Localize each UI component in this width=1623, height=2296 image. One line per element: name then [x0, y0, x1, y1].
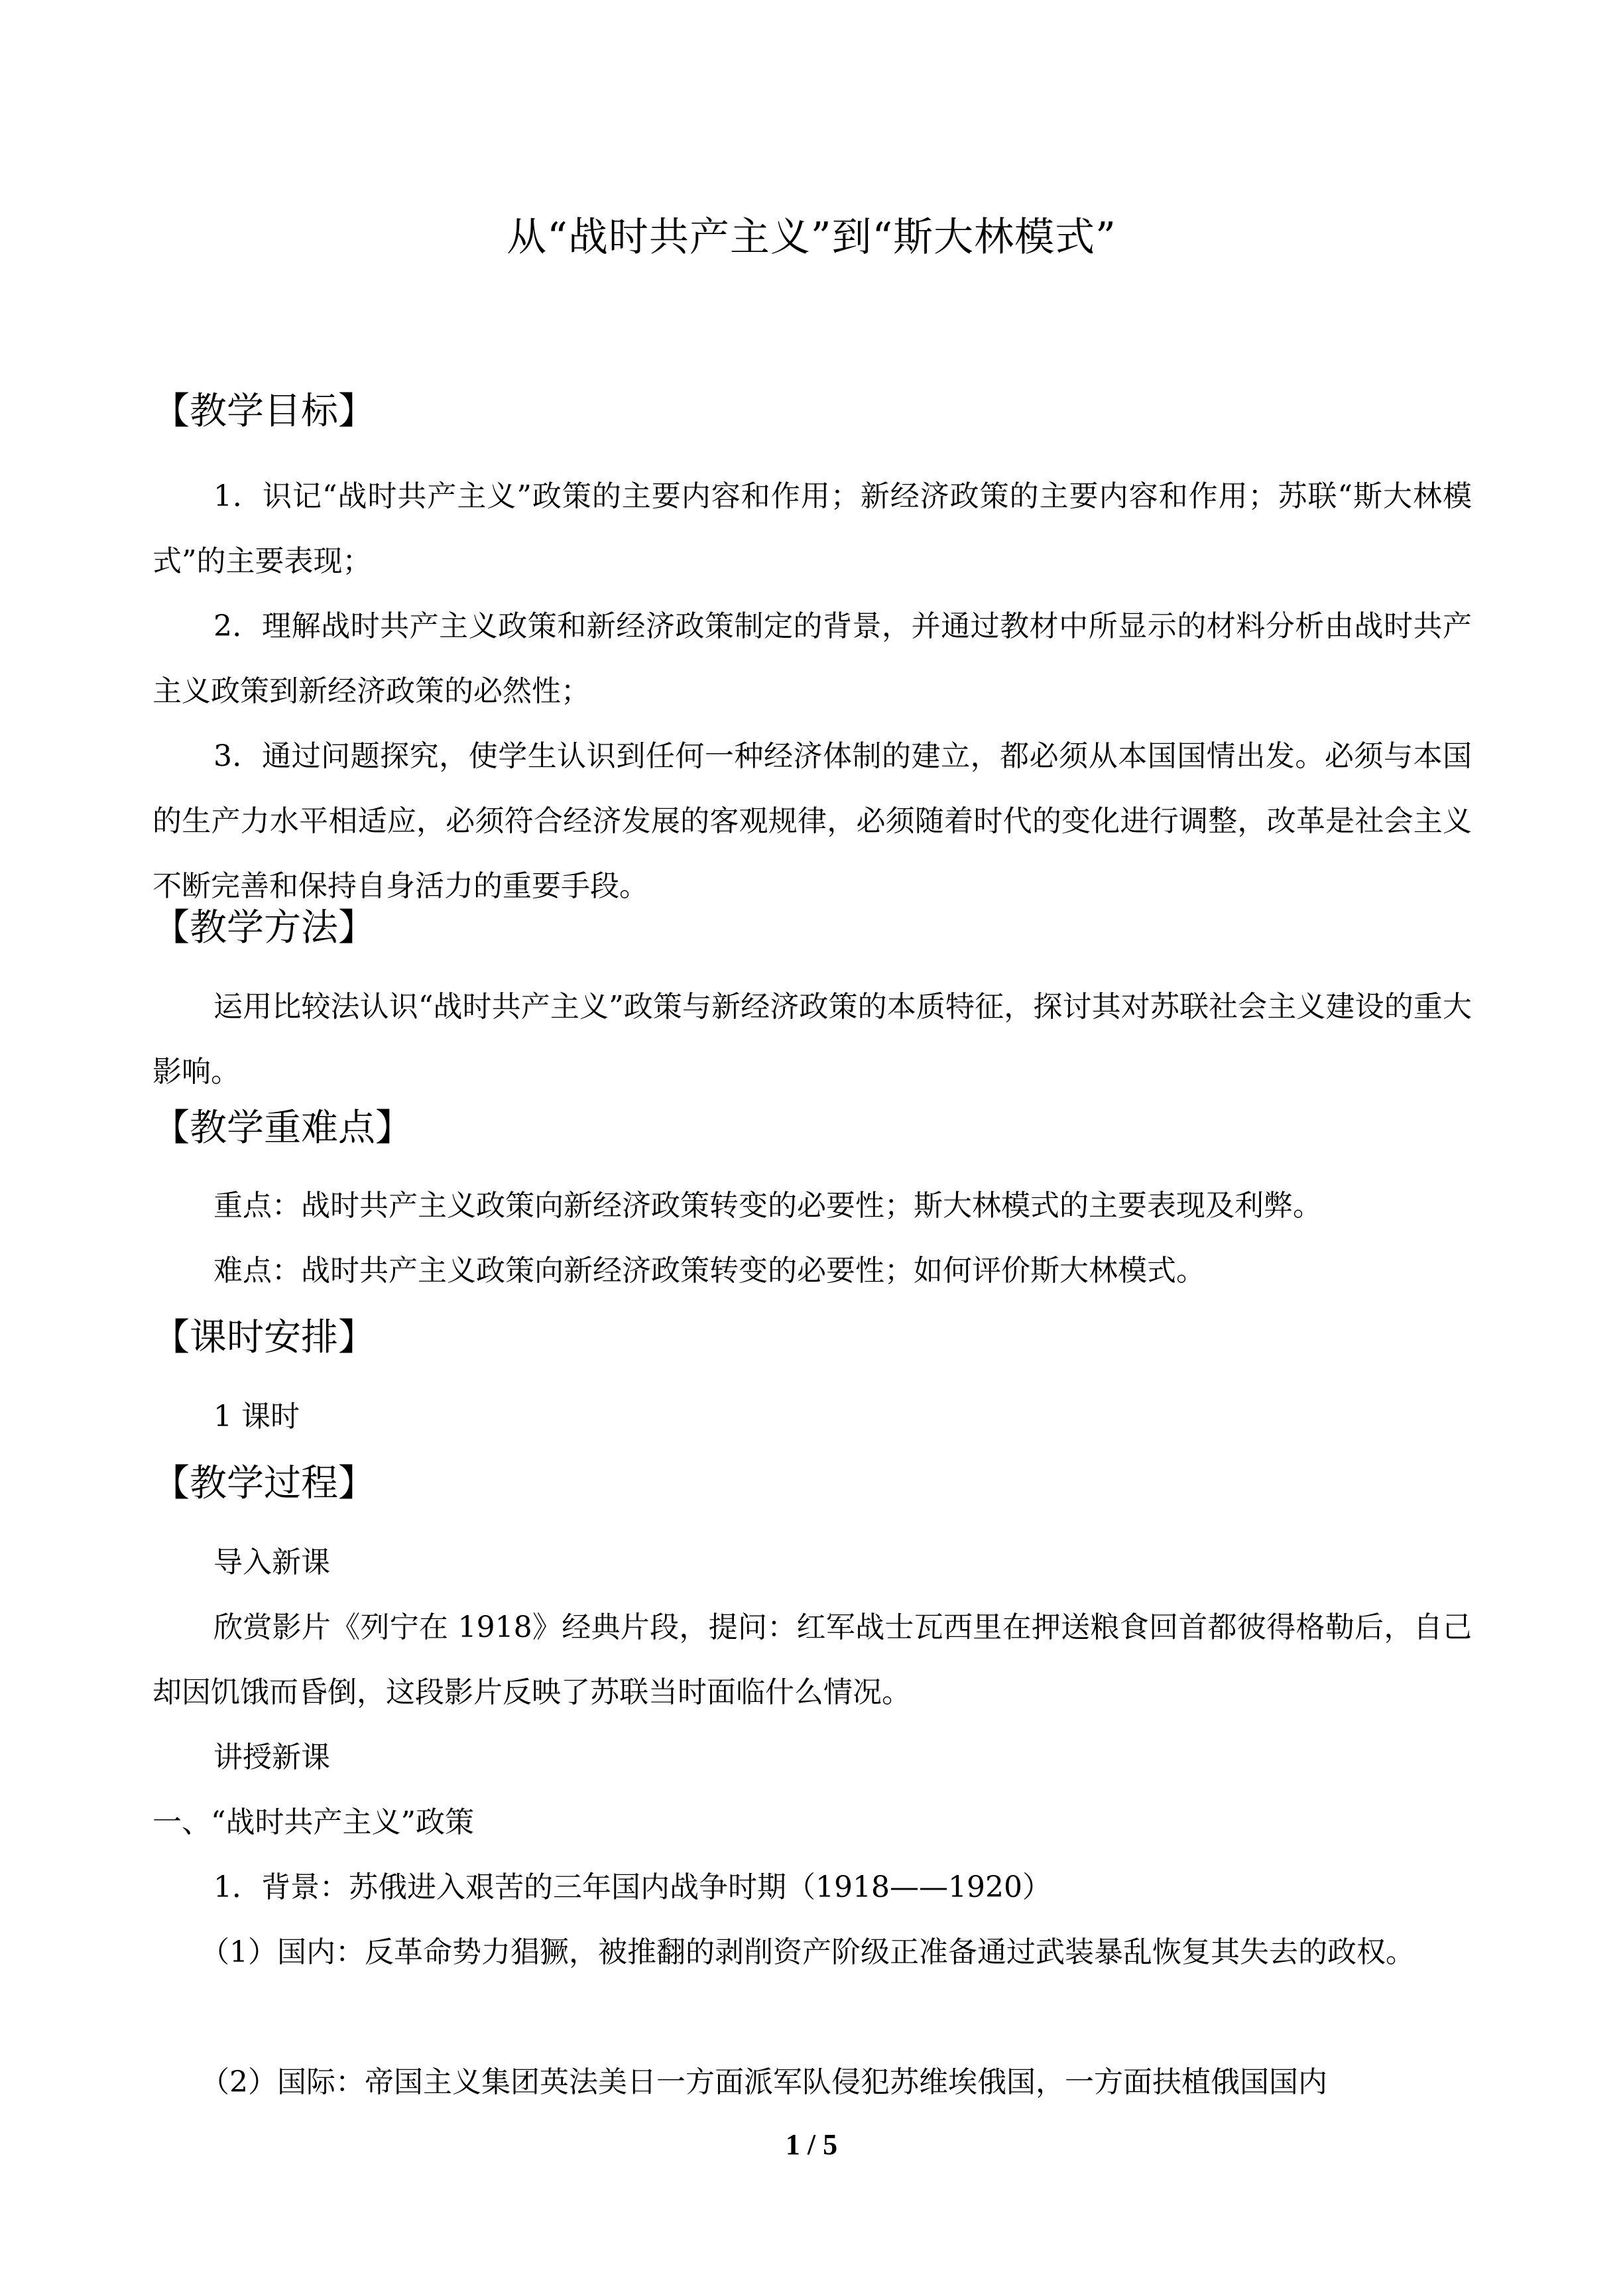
heading-objectives: 【教学目标】	[152, 390, 375, 433]
international-text: （2）国际：帝国主义集团英法美日一方面派军队侵犯苏维埃俄国，一方面扶植俄国国内	[200, 2065, 1327, 2099]
domestic-text: （1）国内：反革命势力猖獗，被推翻的剥削资产阶级正准备通过武装暴乱恢复其失去的政权。	[200, 1935, 1415, 1969]
new-lesson-label: 讲授新课	[213, 1740, 330, 1774]
objective-item-3: 3．通过问题探究，使学生认识到任何一种经济体制的建立，都必须从本国国情出发。必须与本国的生产力水平相适应，必须符合经济发展的客观规律，必须随着时代的变化进行调整，改革是社会主义不断完善和保持自身活力的重要手段。	[152, 739, 1472, 903]
objective-item-2: 2．理解战时共产主义政策和新经济政策制定的背景，并通过教材中所显示的材料分析由战时共产主义政策到新经济政策的必然性；	[152, 609, 1472, 708]
intro-text: 欣赏影片《列宁在 1918》经典片段，提问：红军战士瓦西里在押送粮食回首都彼得格勒后，自己却因饥饿而昏倒，这段影片反映了苏联当时面临什么情况。	[152, 1610, 1472, 1709]
heading-process: 【教学过程】	[152, 1462, 375, 1505]
methods-text: 运用比较法认识“战时共产主义”政策与新经济政策的本质特征，探讨其对苏联社会主义建设的重大影响。	[152, 990, 1472, 1089]
heading-methods: 【教学方法】	[152, 906, 375, 949]
part-one-heading: 一、“战时共产主义”政策	[152, 1805, 474, 1839]
key-point-text: 重点：战时共产主义政策向新经济政策转变的必要性；斯大林模式的主要表现及利弊。	[213, 1189, 1322, 1223]
document-title: 从“战时共产主义”到“斯大林模式”	[507, 214, 1116, 261]
schedule-text: 1 课时	[213, 1400, 300, 1433]
page-number: 1 / 5	[785, 2128, 838, 2161]
difficult-point-text: 难点：战时共产主义政策向新经济政策转变的必要性；如何评价斯大林模式。	[213, 1254, 1205, 1288]
heading-schedule: 【课时安排】	[152, 1316, 375, 1359]
background-text: 1．背景：苏俄进入艰苦的三年国内战争时期（1918——1920）	[213, 1870, 1052, 1904]
objective-item-1: 1．识记“战时共产主义”政策的主要内容和作用；新经济政策的主要内容和作用；苏联“斯大林模式”的主要表现；	[152, 479, 1472, 578]
heading-key-points: 【教学重难点】	[152, 1107, 412, 1150]
intro-label: 导入新课	[213, 1545, 330, 1579]
